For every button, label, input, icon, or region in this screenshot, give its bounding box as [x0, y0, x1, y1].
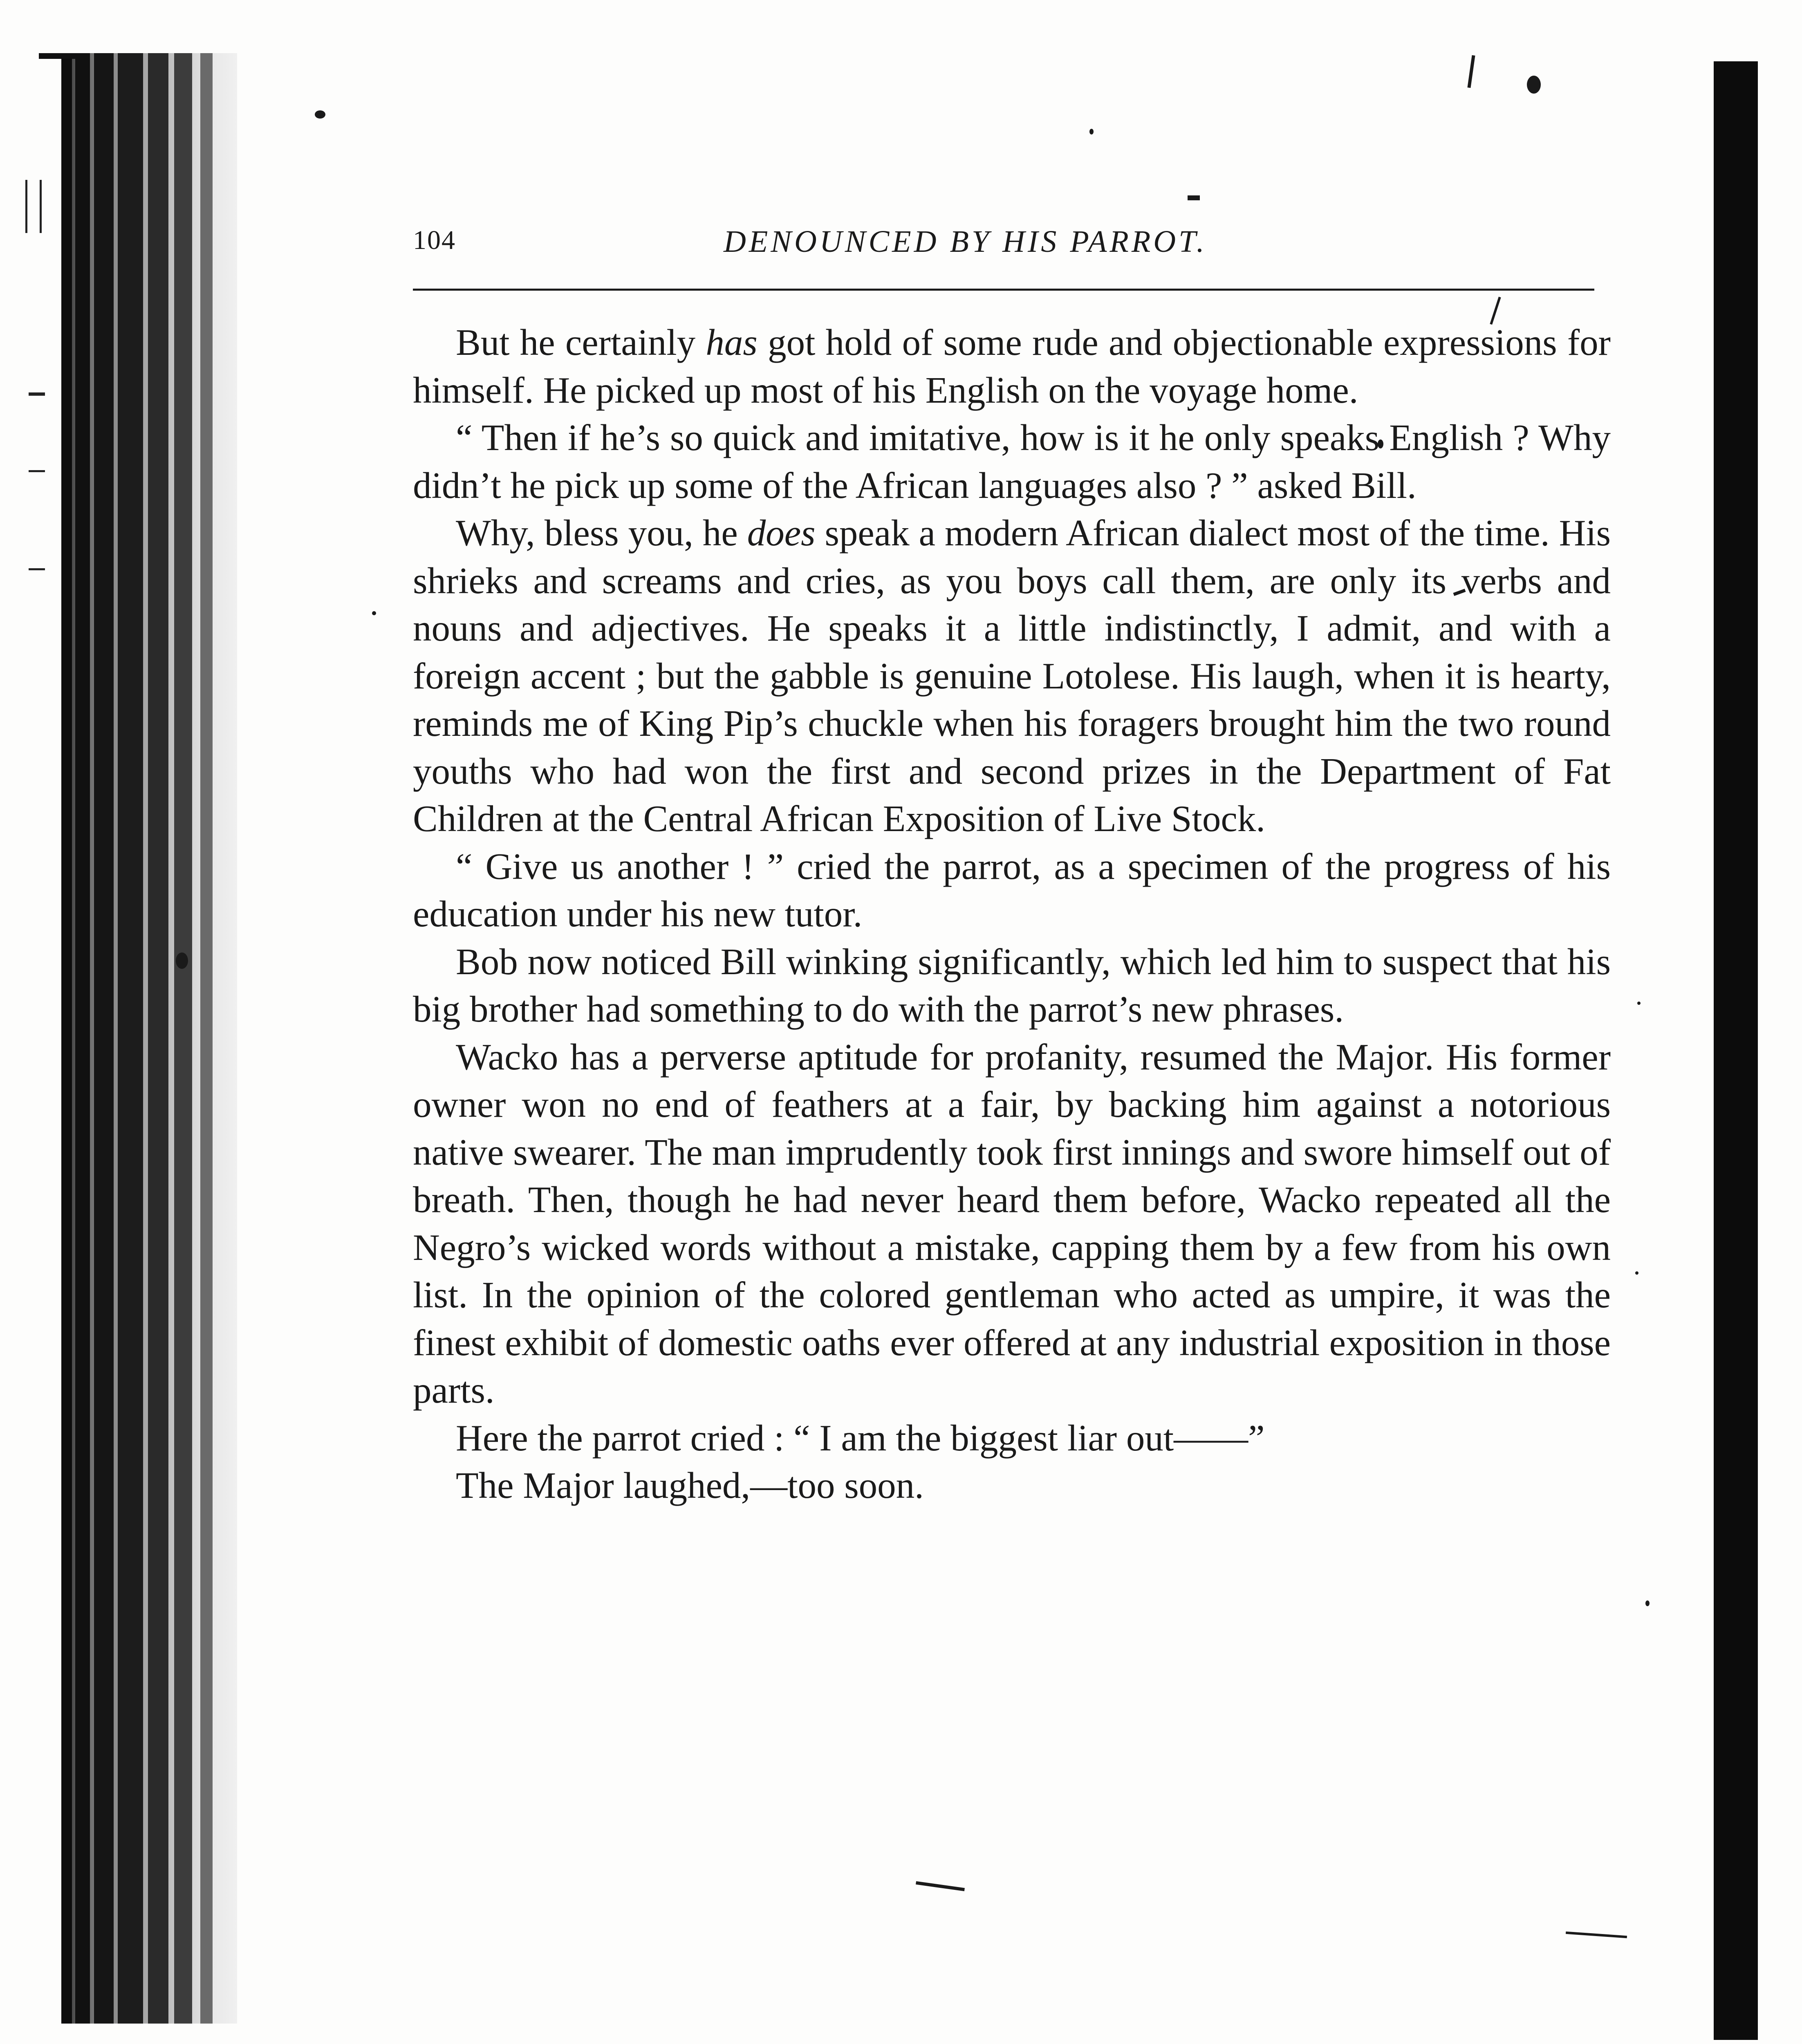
header-rule	[413, 289, 1594, 291]
ink-stroke	[1566, 1932, 1627, 1938]
ink-speck	[1089, 129, 1094, 134]
paragraph-text: Bob now noticed Bill winking significantly, which led him to suspect that his big brother had something to do with the parrot’s new phrases.	[413, 941, 1611, 1030]
paragraph-text: Wacko has a perverse aptitude for profanity, resumed the Major. His former owner won no end of feathers at a fair, by backing him against a notorious native swearer. The man imprudently took first innings and swore himself out of breath. Then, though he had never heard them before, Wacko repeated all the Negro’s wicked words without a mistake, capping them by a few from his own list. In the opinion of the colored gentleman who acted as umpire, it was the finest exhibit of domestic oaths ever offered at any industrial exposition in those parts.	[413, 1036, 1611, 1411]
page-number: 104	[413, 225, 456, 255]
ink-speck	[1635, 1271, 1638, 1275]
paragraph	[413, 1033, 1611, 1414]
margin-dash	[29, 470, 45, 472]
ink-stroke	[1467, 55, 1475, 88]
paragraph-text: got hold of some rude and objectionable expressions for himself. He picked up most of his English on the voyage home.	[413, 322, 1611, 411]
margin-dash	[29, 568, 45, 570]
paragraph	[413, 509, 1611, 843]
margin-tick-marks	[25, 180, 42, 233]
paragraph	[413, 938, 1611, 1033]
paragraph-text: “ Then if he’s so quick and imitative, how is it he only speaks English ? Why didn’t he pick up some of the African languages also ? ” asked Bill.	[413, 417, 1611, 506]
binding-tab-mark	[39, 53, 88, 59]
running-title: DENOUNCED BY HIS PARROT.	[724, 224, 1207, 259]
scanner-right-edge	[1714, 61, 1758, 2040]
book-binding-edge	[61, 53, 237, 2024]
ink-speck	[1527, 76, 1541, 94]
ink-speck	[176, 953, 188, 969]
paragraph-text: “ Give us another ! ” cried the parrot, as a specimen of the progress of his education under his new tutor.	[413, 845, 1611, 935]
ink-speck	[1645, 1600, 1650, 1606]
body-text	[413, 319, 1611, 1510]
emphasized-word: does	[747, 512, 816, 554]
emphasized-word: has	[706, 322, 758, 363]
paragraph-text: Here the parrot cried : “ I am the biggest liar out——”	[456, 1417, 1265, 1459]
paragraph-text: But he certainly	[456, 322, 706, 363]
margin-dash	[29, 392, 45, 396]
paragraph	[413, 843, 1611, 938]
paragraph-text: The Major laughed,—too soon.	[456, 1465, 924, 1506]
ink-speck	[315, 110, 325, 119]
paragraph	[413, 319, 1611, 414]
ink-stroke	[916, 1881, 965, 1892]
running-head	[413, 221, 1594, 262]
paragraph-text: speak a modern African dialect most of the time. His shrieks and screams and cries, as you boys call them, are only its verbs and nouns and adjectives. He speaks it a little indistinctly, I admit, and with a foreign accent ; but the gabble is genuine Lotolese. His laugh, when it is hearty, reminds me of King Pip’s chuckle when his foragers brought him the two round youths who had won the first and second prizes in the Department of Fat Children at the Central African Exposition of Live Stock.	[413, 512, 1611, 839]
paragraph-text: Why, bless you, he	[456, 512, 747, 554]
paragraph	[413, 1414, 1611, 1462]
paragraph	[413, 414, 1611, 509]
ink-speck	[1188, 195, 1200, 200]
paragraph	[413, 1462, 1611, 1510]
ink-speck	[372, 611, 376, 615]
ink-speck	[1637, 1002, 1641, 1005]
